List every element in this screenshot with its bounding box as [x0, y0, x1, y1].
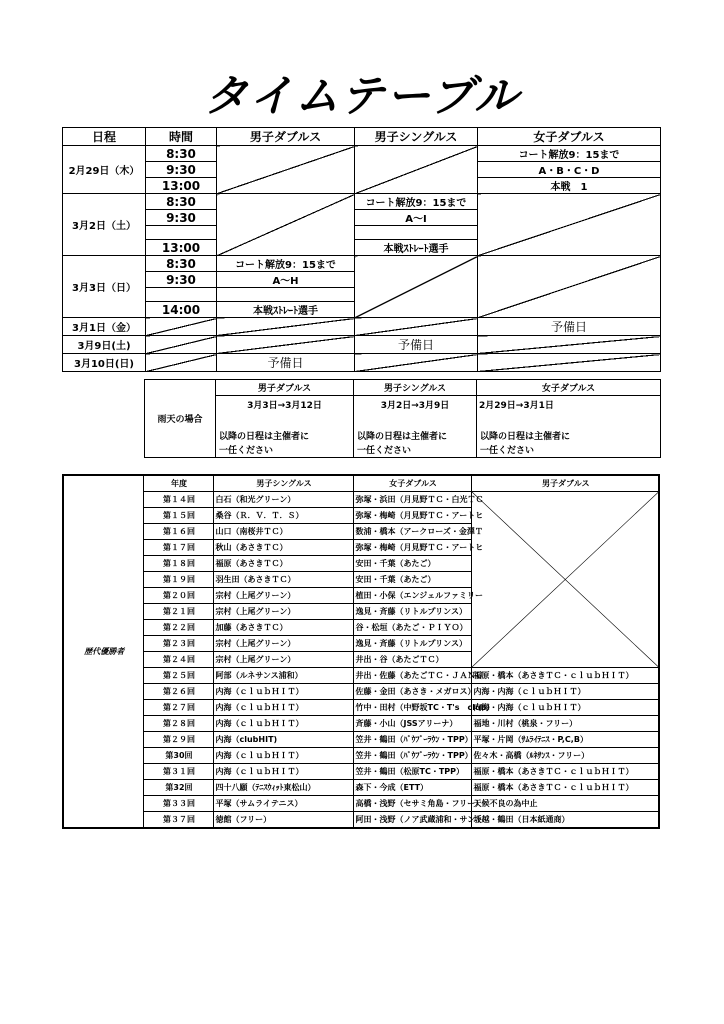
time-cell: 9:30 — [146, 210, 217, 226]
year-cell: 第１８回 — [143, 556, 213, 572]
header-date: 日程 — [63, 128, 146, 146]
md-winner: 福原・橋本（あさきＴＣ・ｃｌｕｂＨＩＴ） — [471, 668, 659, 684]
year-cell: 第２９回 — [143, 732, 213, 748]
wd-winner: 谷・松垣（あたご・ＰＩＹＯ） — [353, 620, 471, 636]
time-cell: 9:30 — [146, 162, 217, 178]
time-cell: 8:30 — [146, 194, 217, 210]
ms-winner: 秋山（あさきＴＣ） — [213, 540, 353, 556]
md-winner: 坂越・鶴田（日本紙通商） — [471, 812, 659, 829]
ms-winner: 阿部（ルネサンス浦和） — [213, 668, 353, 684]
ms-winner: 宗村（上尾グリーン） — [213, 604, 353, 620]
date-mar9: 3月9日(土) — [63, 336, 146, 354]
year-cell: 第１６回 — [143, 524, 213, 540]
ms-winner: 白石（和光グリーン） — [213, 492, 353, 508]
wd-main: 本戦 1 — [478, 178, 661, 194]
ms-winner: 宗村（上尾グリーン） — [213, 636, 353, 652]
year-cell: 第32回 — [143, 780, 213, 796]
table-row — [63, 764, 659, 780]
wd-winner: 森下・今成（ETT） — [353, 780, 471, 796]
empty-cell — [217, 288, 355, 302]
rain-header-wd: 女子ダブルス — [477, 380, 661, 396]
year-cell: 第２３回 — [143, 636, 213, 652]
year-cell: 第１５回 — [143, 508, 213, 524]
md-winner: 佐々木・高橋（ﾙﾈｻﾝｽ・フリー） — [471, 748, 659, 764]
ms-winner: 徳館（フリー） — [213, 812, 353, 829]
rain-note: 以降の日程は主催者に — [354, 414, 477, 442]
year-cell: 第30回 — [143, 748, 213, 764]
time-cell: 14:00 — [146, 302, 217, 318]
empty-cell — [217, 336, 355, 354]
empty-cell — [478, 336, 661, 354]
history-header-ms: 男子シングルス — [213, 475, 353, 492]
history-header-md: 男子ダブルス — [471, 475, 659, 492]
rain-move-wd: 2月29日→3月1日 — [477, 396, 661, 414]
empty-cell — [146, 336, 217, 354]
empty-cell — [146, 354, 217, 372]
rain-note: 一任ください — [477, 442, 661, 458]
year-cell: 第３７回 — [143, 812, 213, 829]
page-title: タイムテーブル — [203, 71, 521, 122]
year-cell: 第２６回 — [143, 684, 213, 700]
ms-court-open: コート解放9：15まで — [355, 194, 478, 210]
md-winner: 内海・内海（ｃｌｕｂＨＩＴ） — [471, 684, 659, 700]
wd-court-open: コート解放9：15まで — [478, 146, 661, 162]
rain-header-ms: 男子シングルス — [354, 380, 477, 396]
year-cell: 第２１回 — [143, 604, 213, 620]
ms-winner: 内海（ｃｌｕｂＨＩＴ） — [213, 700, 353, 716]
empty-cell — [478, 194, 661, 256]
rain-header-md: 男子ダブルス — [216, 380, 354, 396]
empty-cell — [355, 354, 478, 372]
year-cell: 第２７回 — [143, 700, 213, 716]
md-main: 本戦ｽﾄﾚｰﾄ選手 — [217, 302, 355, 318]
wd-winner: 逸見・斉藤（リトルプリンス） — [353, 604, 471, 620]
empty-cell — [146, 226, 217, 240]
date-mar1: 3月1日（金） — [63, 318, 146, 336]
wd-winner: 笠井・鶴田（ﾊﾟｳﾌﾟｰﾗｳﾝ・TPP） — [353, 732, 471, 748]
md-winner: 平塚・片岡（ｻﾑﾗｲﾃﾆｽ・P,C,B） — [471, 732, 659, 748]
table-row — [63, 492, 659, 508]
rain-note: 一任ください — [216, 442, 354, 458]
header-time: 時間 — [146, 128, 217, 146]
table-row — [63, 700, 659, 716]
time-cell: 8:30 — [146, 146, 217, 162]
wd-winner: 数浦・橋本（アークローズ・金澤Ｔ — [353, 524, 471, 540]
md-court-open: コート解放9：15まで — [217, 256, 355, 272]
ms-winner: 四十八願（ﾃﾆｽｳｨｯﾄ東松山） — [213, 780, 353, 796]
time-cell: 8:30 — [146, 256, 217, 272]
year-cell: 第２５回 — [143, 668, 213, 684]
history-label: 歴代優勝者 — [63, 475, 143, 828]
md-winner: 内海・内海（ｃｌｕｂＨＩＴ） — [471, 700, 659, 716]
ms-winner: 桑谷（Ｒ．Ｖ．Ｔ．Ｓ） — [213, 508, 353, 524]
ms-winner: 内海（ｃｌｕｂＨＩＴ） — [213, 716, 353, 732]
year-cell: 第２２回 — [143, 620, 213, 636]
date-mar2: 3月2日（土） — [63, 194, 146, 256]
rain-move-md: 3月3日→3月12日 — [216, 396, 354, 414]
header-womens-doubles: 女子ダブルス — [478, 128, 661, 146]
year-cell: 第３３回 — [143, 796, 213, 812]
time-cell: 13:00 — [146, 240, 217, 256]
ms-winner: 宗村（上尾グリーン） — [213, 588, 353, 604]
wd-winner: 高橋・浅野（セサミ角島・フリー） — [353, 796, 471, 812]
wd-winner: 弥塚・梅崎（月見野ＴＣ・アートヒ — [353, 540, 471, 556]
ms-winner: 宗村（上尾グリーン） — [213, 652, 353, 668]
reserve-day: 予備日 — [478, 318, 661, 336]
wd-winner: 笠井・鶴田（ﾊﾟｳﾌﾟｰﾗｳﾝ・TPP） — [353, 748, 471, 764]
empty-cell — [355, 146, 478, 194]
cross-mark — [472, 492, 659, 667]
wd-winner: 斉藤・小山（JSSアリーナ） — [353, 716, 471, 732]
history-table — [62, 474, 660, 829]
ms-winner: 山口（南桜井ＴＣ） — [213, 524, 353, 540]
empty-cell — [478, 256, 661, 318]
header-mens-doubles: 男子ダブルス — [217, 128, 355, 146]
year-cell: 第３１回 — [143, 764, 213, 780]
ms-main: 本戦ｽﾄﾚｰﾄ選手 — [355, 240, 478, 256]
wd-winner: 竹中・田村（中野坂TC・T's club） — [353, 700, 471, 716]
rain-note: 一任ください — [354, 442, 477, 458]
table-row — [63, 780, 659, 796]
ms-winner: 内海（ｃｌｕｂＨＩＴ） — [213, 748, 353, 764]
table-row — [63, 684, 659, 700]
empty-cell — [146, 288, 217, 302]
ms-winner: 羽生田（あさきＴＣ） — [213, 572, 353, 588]
year-cell: 第２８回 — [143, 716, 213, 732]
ms-winner: 加藤（あさきＴＣ） — [213, 620, 353, 636]
schedule-table — [62, 127, 661, 372]
table-row — [63, 732, 659, 748]
header-mens-singles: 男子シングルス — [355, 128, 478, 146]
time-cell: 9:30 — [146, 272, 217, 288]
empty-cell — [217, 146, 355, 194]
rain-move-ms: 3月2日→3月9日 — [354, 396, 477, 414]
table-row — [63, 796, 659, 812]
empty-cell — [355, 318, 478, 336]
ms-groups: A～I — [355, 210, 478, 226]
wd-winner: 笠井・鶴田（松原TC・TPP） — [353, 764, 471, 780]
rain-label: 雨天の場合 — [145, 380, 216, 458]
empty-cell — [478, 354, 661, 372]
schedule-header-row — [63, 128, 661, 146]
empty-cell — [217, 318, 355, 336]
wd-winner: 安田・千葉（あたご） — [353, 572, 471, 588]
table-row — [63, 748, 659, 764]
reserve-day: 予備日 — [355, 336, 478, 354]
rain-note: 以降の日程は主催者に — [477, 414, 661, 442]
wd-winner: 弥塚・梅崎（月見野ＴＣ・アートヒ — [353, 508, 471, 524]
empty-cell — [355, 226, 478, 240]
wd-winner: 安田・千葉（あたご） — [353, 556, 471, 572]
date-feb29: 2月29日（木） — [63, 146, 146, 194]
table-row — [63, 716, 659, 732]
wd-winner: 植田・小保（エンジェルファミリー — [353, 588, 471, 604]
ms-winner: 内海（ｃｌｕｂＨＩＴ） — [213, 684, 353, 700]
year-cell: 第１４回 — [143, 492, 213, 508]
empty-cell — [217, 194, 355, 256]
history-header-year: 年度 — [143, 475, 213, 492]
wd-winner: 井出・谷（あたごＴＣ） — [353, 652, 471, 668]
wd-winner: 逸見・斉藤（リトルプリンス） — [353, 636, 471, 652]
year-cell: 第１９回 — [143, 572, 213, 588]
empty-cell — [355, 256, 478, 318]
wd-winner: 弥塚・浜田（月見野ＴＣ・白光ＴＣ — [353, 492, 471, 508]
table-row — [63, 668, 659, 684]
time-cell: 13:00 — [146, 178, 217, 194]
empty-cell — [146, 318, 217, 336]
wd-groups: A・B・C・D — [478, 162, 661, 178]
table-row — [63, 812, 659, 829]
wd-winner: 阿田・浅野（ノア武蔵浦和・サント — [353, 812, 471, 829]
reserve-day: 予備日 — [217, 354, 355, 372]
rain-table — [144, 379, 661, 458]
rain-note: 以降の日程は主催者に — [216, 414, 354, 442]
ms-winner: 福原（あさきＴＣ） — [213, 556, 353, 572]
ms-winner: 内海（ｃｌｕｂＨＩＴ） — [213, 764, 353, 780]
wd-winner: 佐藤・金田（あさき・メガロス） — [353, 684, 471, 700]
date-mar3: 3月3日（日） — [63, 256, 146, 318]
md-groups: A～H — [217, 272, 355, 288]
date-mar10: 3月10日(日) — [63, 354, 146, 372]
ms-winner: 平塚（サムライテニス） — [213, 796, 353, 812]
wd-winner: 井出・佐藤（あたごＴＣ・ＪＡＮＵ — [353, 668, 471, 684]
ms-winner: 内海（clubHIT) — [213, 732, 353, 748]
md-winner: 福原・橋本（あさきＴＣ・ｃｌｕｂＨＩＴ） — [471, 764, 659, 780]
md-empty-cell — [471, 492, 659, 668]
history-header-wd: 女子ダブルス — [353, 475, 471, 492]
year-cell: 第２４回 — [143, 652, 213, 668]
md-winner: 福地・川村（桃泉・フリー） — [471, 716, 659, 732]
md-winner: 福原・橋本（あさきＴＣ・ｃｌｕｂＨＩＴ） — [471, 780, 659, 796]
year-cell: 第１７回 — [143, 540, 213, 556]
md-winner: 天候不良の為中止 — [471, 796, 659, 812]
year-cell: 第２０回 — [143, 588, 213, 604]
